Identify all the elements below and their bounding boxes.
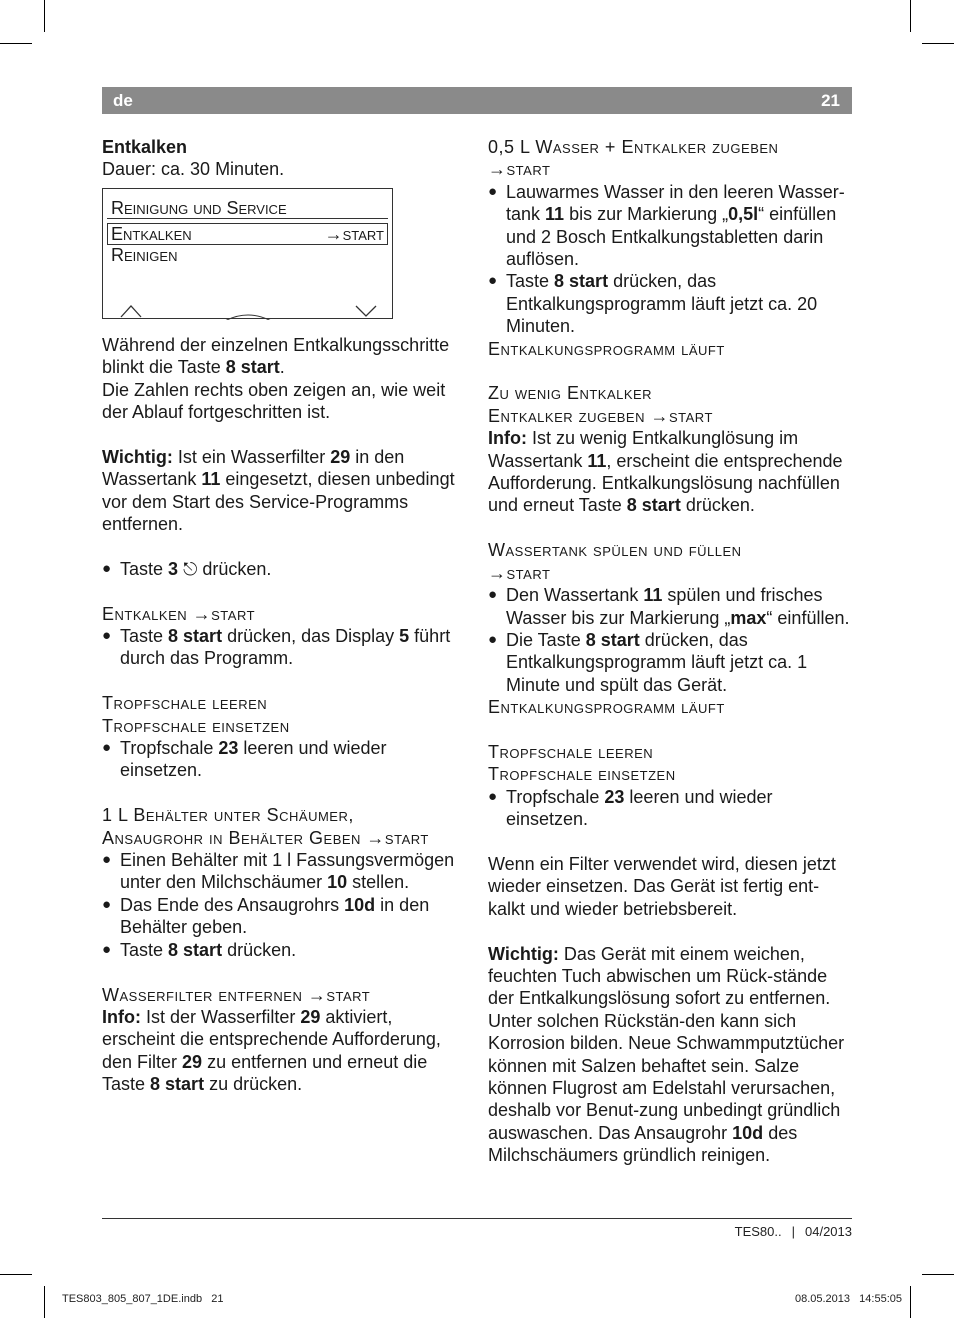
right-column <box>488 136 854 1167</box>
display-message-heading: Tropfschale einsetzen <box>488 764 676 785</box>
display-message-heading: →start <box>488 562 551 583</box>
paragraph: Während der einzelnen Entkalkungsschritte blinkt die Taste 8 start. <box>102 334 450 378</box>
bullet-item: ● Taste 8 start drücken, das Display 5 führt durch das Programm. <box>102 625 468 670</box>
model-number: TES80.. <box>734 1224 782 1239</box>
display-message-heading: 1 L Behälter unter Schäumer, <box>102 805 354 826</box>
edition-date: 04/2013 <box>805 1224 852 1239</box>
display-message-heading: Wasserfilter entfernen →start <box>102 984 371 1005</box>
page-number: 21 <box>821 91 840 110</box>
bullet-item: ● Einen Behälter mit 1 l Fassungsvermögen unter den Milchschäumer 10 stellen. <box>102 849 468 894</box>
display-selected-item: Entkalken <box>111 223 192 244</box>
display-message-heading: Tropfschale leeren <box>488 741 654 762</box>
display-item: Reinigen <box>111 244 178 265</box>
footer-separator: | <box>791 1224 795 1239</box>
footer-divider <box>102 1218 852 1219</box>
bullet-item: ● Taste 3 ⎋ drücken. <box>102 558 468 580</box>
display-message-heading: Zu wenig Entkalker <box>488 383 653 404</box>
info-note: Info: Ist der Wasserfilter 29 aktiviert, erscheint die entsprechende Aufforderung, den Filter 29 zu entfernen und erneut die Taste 8 start zu drücken. <box>102 1006 441 1095</box>
crop-mark <box>922 43 954 44</box>
display-message-heading: Tropfschale leeren <box>102 693 268 714</box>
display-message-heading: Entkalken →start <box>102 603 256 624</box>
left-column <box>102 136 468 1096</box>
crop-mark <box>44 1286 45 1318</box>
descale-icon: ⎋ <box>183 558 198 579</box>
display-selected-action: →start <box>324 223 384 244</box>
crop-mark <box>910 1286 911 1318</box>
display-message-heading: Entkalkungsprogramm läuft <box>488 338 725 359</box>
crop-mark <box>0 1274 32 1275</box>
bullet-item: ● Das Ende des Ansaugrohrs 10d in den Behälter geben. <box>102 894 468 939</box>
display-message-heading: Tropfschale einsetzen <box>102 715 290 736</box>
bullet-item: ● Tropfschale 23 leeren und wieder einsetzen. <box>102 737 468 782</box>
bullet-item: ● Die Taste 8 start drücken, das Entkalkungsprogramm läuft jetzt ca. 1 Minute und spült das Gerät. <box>488 629 854 696</box>
display-title: Reinigung und Service <box>111 197 287 218</box>
display-message-heading: Ansaugrohr in Behälter Geben →start <box>102 827 429 848</box>
bullet-item: ● Lauwarmes Wasser in den leeren Wasser-tank 11 bis zur Markierung „0,5l“ einfüllen und 2 Bosch Entkalkungstabletten darin auflösen. <box>488 181 854 271</box>
page-header <box>102 87 852 114</box>
crop-mark <box>0 43 32 44</box>
important-note: Wichtig: Das Gerät mit einem weichen, feuchten Tuch abwischen um Rück-stände der Entkalkungslösung sofort zu entfernen. Unter solchen Rückstän-den kann sich Korrosion bilden. Neue Schwammputztücher können mit Salzen behaftet sein. Salze können Flugrost am Edelstahl verursachen, deshalb vor Benut-zung unbedingt gründlich auswaschen. Das Ansaugrohr 10d des Milchschäumers gründlich reinigen. <box>488 943 845 1166</box>
bullet-item: ● Taste 8 start drücken, das Entkalkungsprogramm läuft jetzt ca. 20 Minuten. <box>488 270 854 337</box>
wheel-arc-icon <box>218 315 278 320</box>
print-slug-timestamp: 08.05.2013 14:55:05 <box>794 1293 902 1305</box>
crop-mark <box>44 0 45 32</box>
print-slug-file: TES803_805_807_1DE.indb 21 <box>62 1293 224 1305</box>
display-panel <box>102 188 393 319</box>
display-message-heading: Entkalker zugeben →start <box>488 405 713 426</box>
crop-mark <box>922 1274 954 1275</box>
important-note: Wichtig: Ist ein Wasserfilter 29 in den Wassertank 11 eingesetzt, diesen unbedingt vor dem Start des Service-Programms entfernen. <box>102 446 455 535</box>
display-message-heading: →start <box>488 159 551 180</box>
display-message-heading: 0,5 L Wasser + Entkalker zugeben <box>488 137 779 157</box>
display-message-heading: Entkalkungsprogramm läuft <box>488 697 725 718</box>
paragraph: Die Zahlen rechts oben zeigen an, wie weit der Ablauf fortgeschritten ist. <box>102 379 446 423</box>
language-code: de <box>113 91 133 110</box>
section-heading: Entkalken <box>102 137 188 157</box>
bullet-item: ● Tropfschale 23 leeren und wieder einsetzen. <box>488 786 854 831</box>
up-arrow-icon <box>121 306 141 317</box>
paragraph: Wenn ein Filter verwendet wird, diesen jetzt wieder einsetzen. Das Gerät ist fertig ent-kalkt und wieder betriebsbereit. <box>488 853 836 919</box>
info-note: Info: Ist zu wenig Entkalkunglösung im Wassertank 11, erscheint die entsprechende Aufforderung. Entkalkungslösung nachfüllen und erneut Taste 8 start drücken. <box>488 428 843 516</box>
display-navigation-graphics <box>103 189 394 320</box>
bullet-item: ● Taste 8 start drücken. <box>102 939 468 961</box>
duration-text: Dauer: ca. 30 Minuten. <box>102 159 285 180</box>
display-message-heading: Wassertank spülen und füllen <box>488 540 742 561</box>
down-arrow-icon <box>356 306 376 316</box>
bullet-item: ● Den Wassertank 11 spülen und frisches Wasser bis zur Markierung „max“ einfüllen. <box>488 584 854 629</box>
crop-mark <box>910 0 911 32</box>
page-footer <box>735 1224 852 1239</box>
